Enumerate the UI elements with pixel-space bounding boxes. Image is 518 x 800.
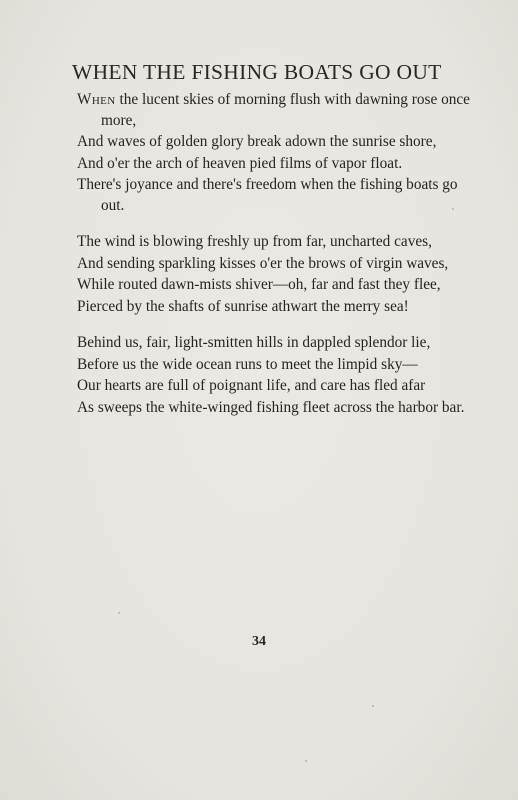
poem-line: And sending sparkling kisses o'er the brows of virgin waves, <box>77 254 449 272</box>
paper-speck <box>305 760 307 762</box>
poem-line: As sweeps the white-winged fishing fleet across the harbor bar. <box>77 398 465 416</box>
stanza <box>77 333 482 418</box>
paper-speck <box>118 612 120 614</box>
poem-line: The wind is blowing freshly up from far, uncharted caves, <box>77 233 432 250</box>
paper-speck <box>372 705 374 707</box>
poem-line: And waves of golden glory break adown the sunrise shore, <box>77 133 437 150</box>
poem-line-text: the lucent skies of morning flush with dawning rose once more, <box>101 91 470 129</box>
stanza <box>77 90 482 216</box>
poem-body <box>77 90 482 434</box>
poem-line: Our hearts are full of poignant life, and care has fled afar <box>77 377 426 394</box>
drop-word: When <box>77 91 116 108</box>
poem-title: WHEN THE FISHING BOATS GO OUT <box>72 60 442 84</box>
poem-line: Before us the wide ocean runs to meet the limpid sky— <box>77 355 418 373</box>
paper-speck <box>452 208 454 210</box>
poem-line: There's joyance and there's freedom when the fishing boats go out. <box>77 176 458 214</box>
poem-line: Behind us, fair, light-smitten hills in dappled splendor lie, <box>77 334 431 351</box>
poem-line: And o'er the arch of heaven pied films of vapor float. <box>77 154 403 172</box>
poem-line: While routed dawn-mists shiver—oh, far and fast they flee, <box>77 276 441 293</box>
poem-line: Pierced by the shafts of sunrise athwart the merry sea! <box>77 297 409 315</box>
page-number: 34 <box>252 634 266 649</box>
stanza <box>77 232 482 317</box>
poem-line <box>77 90 482 131</box>
